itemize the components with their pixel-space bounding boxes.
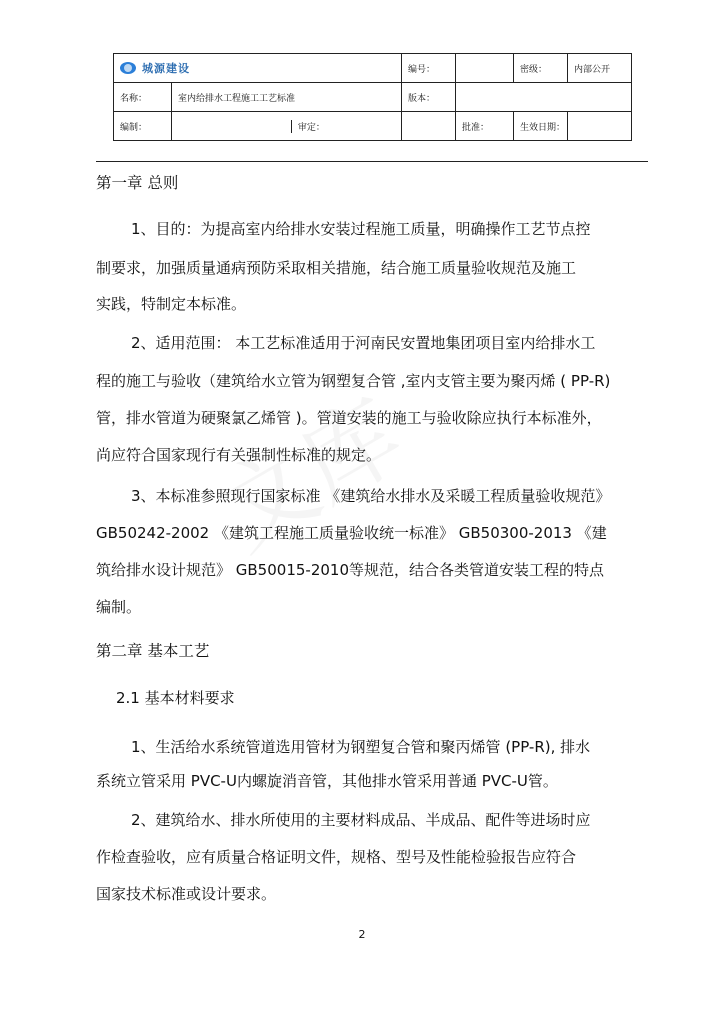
paragraph-line: 系统立管采用 PVC-U内螺旋消音管，其他排水管采用普通 PVC-U管。 — [96, 772, 558, 790]
paragraph-line: 尚应符合国家现行有关强制性标准的规定。 — [96, 446, 382, 464]
document-name: 室内给排水工程施工工艺标准 — [172, 83, 402, 112]
header-divider — [96, 161, 648, 162]
chapter-title: 第二章 基本工艺 — [96, 642, 210, 660]
field-label: 审定： — [291, 120, 348, 133]
field-label: 编制： — [114, 112, 172, 141]
logo-cell — [114, 54, 402, 83]
chapter-title: 第一章 总则 — [96, 174, 179, 192]
field-value — [402, 112, 456, 141]
field-value — [456, 83, 632, 112]
paragraph-line: 编制。 — [96, 598, 142, 616]
paragraph-line: 3、本标准参照现行国家标准 《建筑给水排水及采暖工程质量验收规范》 — [131, 487, 611, 505]
paragraph-line: 国家技术标准或设计要求。 — [96, 885, 277, 903]
paragraph-line: 程的施工与验收（建筑给水立管为钢塑复合管 ,室内支管主要为聚丙烯 ( PP-R) — [96, 372, 611, 390]
paragraph-line: 1、目的：为提高室内给排水安装过程施工质量，明确操作工艺节点控 — [131, 220, 591, 238]
field-label: 生效日期： — [514, 112, 568, 141]
field-value: 内部公开 — [568, 54, 632, 83]
company-logo — [120, 60, 395, 76]
section-heading: 2.1 基本材料要求 — [116, 689, 235, 707]
paragraph-line: 作检查验收，应有质量合格证明文件，规格、型号及性能检验报告应符合 — [96, 848, 577, 866]
field-label: 名称： — [114, 83, 172, 112]
paragraph-line: 筑给排水设计规范》 GB50015-2010等规范，结合各类管道安装工程的特点 — [96, 561, 604, 579]
field-value — [172, 112, 402, 141]
field-label: 批准： — [456, 112, 514, 141]
document-header-table — [113, 53, 632, 141]
paragraph-line: 实践，特制定本标准。 — [96, 295, 247, 313]
paragraph-line: 1、生活给水系统管道选用管材为钢塑复合管和聚丙烯管 (PP-R), 排水 — [131, 738, 591, 756]
logo-text: 城源建设 — [142, 62, 190, 75]
field-value — [568, 112, 632, 141]
field-label: 版本： — [402, 83, 456, 112]
watermark — [189, 361, 424, 576]
paragraph-line: 制要求，加强质量通病预防采取相关措施，结合施工质量验收规范及施工 — [96, 259, 577, 277]
paragraph-line: 2、适用范围： 本工艺标准适用于河南民安置地集团项目室内给排水工 — [131, 334, 596, 352]
field-value — [456, 54, 514, 83]
page-number: 2 — [358, 928, 366, 941]
logo-icon — [120, 62, 136, 74]
field-label: 编号： — [402, 54, 456, 83]
paragraph-line: GB50242-2002 《建筑工程施工质量验收统一标准》 GB50300-2013 《建 — [96, 524, 607, 542]
paragraph-line: 管，排水管道为硬聚氯乙烯管 )。管道安装的施工与验收除应执行本标准外， — [96, 409, 602, 427]
field-label: 密级： — [514, 54, 568, 83]
paragraph-line: 2、建筑给水、排水所使用的主要材料成品、半成品、配件等进场时应 — [131, 811, 591, 829]
